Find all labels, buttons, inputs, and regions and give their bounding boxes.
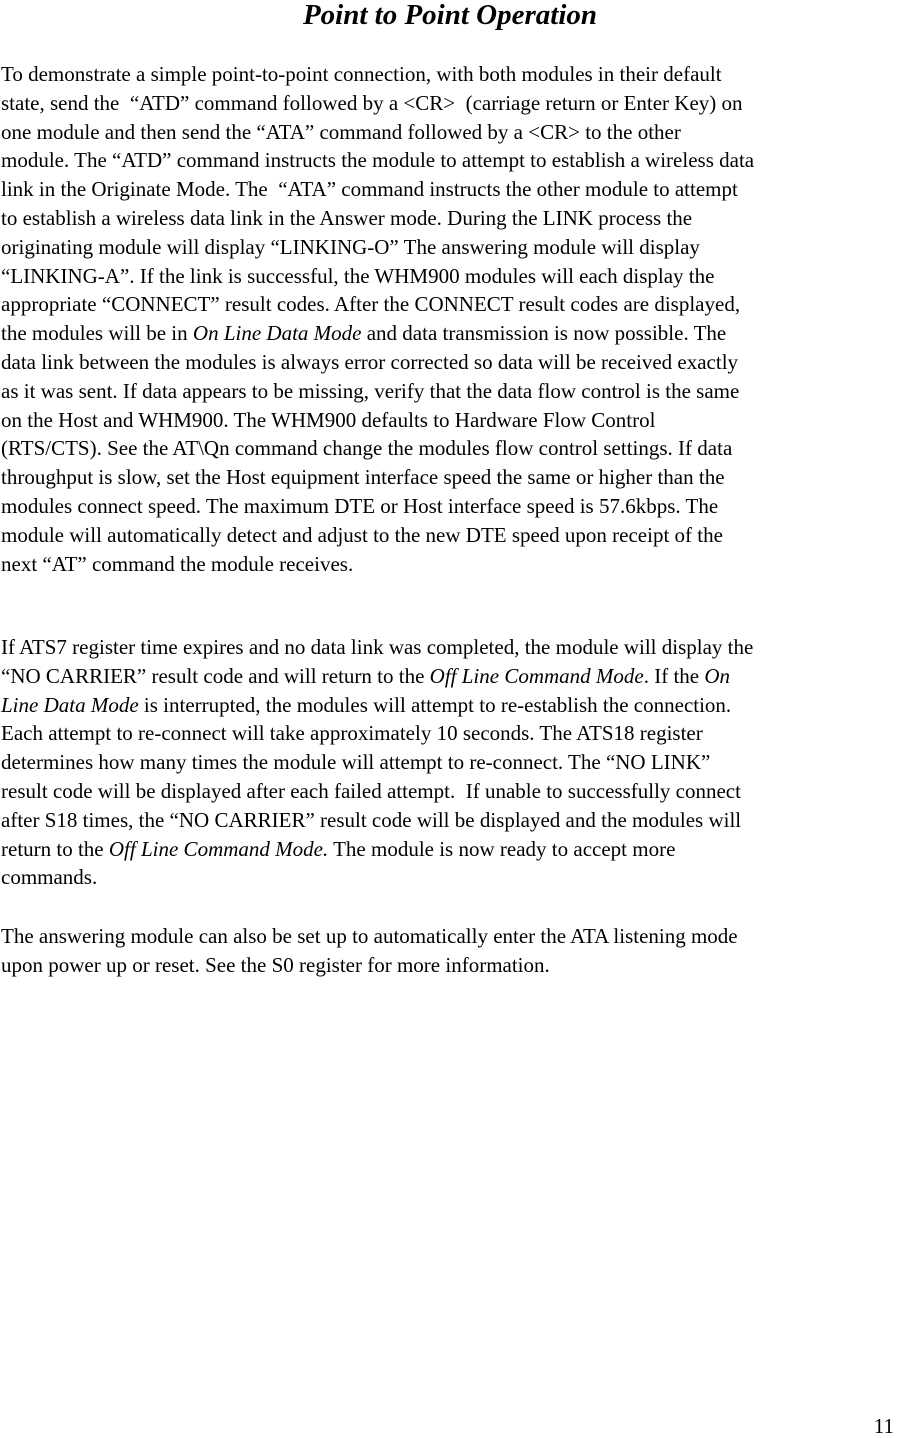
text-run: appropriate “CONNECT” result codes. After the CONNECT result codes are displayed, — [1, 292, 741, 317]
text-run: upon power up or reset. See the S0 register for more information. — [1, 952, 550, 977]
text-line — [1, 118, 900, 147]
text-line — [1, 492, 900, 521]
text-run: data link between the modules is always error corrected so data will be received exactly — [1, 349, 739, 374]
text-run: and data transmission is now possible. The — [361, 321, 727, 346]
paragraph-point-to-point-intro — [1, 60, 900, 578]
italic-term: Off Line Command Mode — [429, 663, 644, 688]
text-line — [1, 922, 900, 951]
text-line — [1, 521, 900, 550]
text-line — [1, 434, 900, 463]
text-run: (RTS/CTS). See the AT\Qn command change the modules flow control settings. If data — [1, 436, 733, 461]
text-run: to establish a wireless data link in the Answer mode. During the LINK process the — [1, 205, 693, 230]
italic-term: Off Line Command Mode. — [108, 836, 329, 861]
text-run: link in the Originate Mode. The “ATA” command instructs the other module to attempt — [1, 177, 738, 202]
text-line — [1, 146, 900, 175]
text-run: determines how many times the module will attempt to re-connect. The “NO LINK” — [1, 750, 711, 775]
text-run: throughput is slow, set the Host equipment interface speed the same or higher than the — [1, 465, 725, 490]
text-line — [1, 662, 900, 691]
text-line — [1, 691, 900, 720]
text-line — [1, 863, 900, 892]
text-line — [1, 319, 900, 348]
text-run: The module is now ready to accept more — [328, 836, 676, 861]
text-line — [1, 719, 900, 748]
text-run: module. The “ATD” command instructs the module to attempt to establish a wireless data — [1, 148, 755, 173]
italic-term: Line Data Mode — [1, 692, 139, 717]
text-line — [1, 262, 900, 291]
text-run: commands. — [1, 865, 98, 890]
text-run: module will automatically detect and adjust to the new DTE speed upon receipt of the — [1, 522, 723, 547]
text-run: To demonstrate a simple point-to-point connection, with both modules in their default — [1, 62, 722, 86]
text-line — [1, 835, 900, 864]
text-run: The answering module can also be set up to automatically enter the ATA listening mode — [1, 924, 738, 948]
italic-term: On — [704, 663, 731, 688]
text-run: as it was sent. If data appears to be missing, verify that the data flow control is the same — [1, 378, 740, 403]
text-run: state, send the “ATD” command followed by a <CR> (carriage return or Enter Key) on — [1, 90, 743, 115]
text-line — [1, 89, 900, 118]
page-number: 11 — [873, 1414, 894, 1438]
text-run: next “AT” command the module receives. — [1, 551, 354, 576]
text-run: Each attempt to re-connect will take approximately 10 seconds. The ATS18 register — [1, 721, 703, 746]
text-run: “NO CARRIER” result code and will return to the — [1, 663, 430, 688]
text-line — [1, 550, 900, 579]
text-line — [1, 951, 900, 980]
text-run: . If the — [643, 663, 705, 688]
text-line — [1, 233, 900, 262]
text-line — [1, 406, 900, 435]
text-run: on the Host and WHM900. The WHM900 defaults to Hardware Flow Control — [1, 407, 656, 432]
text-line — [1, 60, 900, 89]
text-run: If ATS7 register time expires and no data link was completed, the module will display the — [1, 635, 754, 659]
text-line — [1, 463, 900, 492]
text-line — [1, 204, 900, 233]
text-run: after S18 times, the “NO CARRIER” result code will be displayed and the modules will — [1, 807, 742, 832]
text-line — [1, 348, 900, 377]
text-run: the modules will be in — [1, 321, 193, 346]
page-title: Point to Point Operation — [302, 0, 598, 31]
text-line — [1, 377, 900, 406]
paragraph-answer-mode — [1, 922, 900, 980]
text-run: is interrupted, the modules will attempt to re-establish the connection. — [138, 692, 732, 717]
text-run: one module and then send the “ATA” command followed by a <CR> to the other — [1, 119, 681, 144]
paragraph-no-carrier — [1, 633, 900, 892]
text-line — [1, 175, 900, 204]
text-run: originating module will display “LINKING-O” The answering module will display — [1, 234, 700, 259]
text-line — [1, 633, 900, 662]
italic-term: On Line Data Mode — [192, 321, 362, 346]
text-line — [1, 777, 900, 806]
text-run: result code will be displayed after each failed attempt. If unable to successfully connect — [1, 778, 741, 803]
text-run: modules connect speed. The maximum DTE or Host interface speed is 57.6kbps. The — [1, 493, 719, 518]
text-line — [1, 748, 900, 777]
text-run: “LINKING-A”. If the link is successful, the WHM900 modules will each display the — [1, 263, 715, 288]
text-run: return to the — [1, 836, 109, 861]
text-line — [1, 290, 900, 319]
text-line — [1, 806, 900, 835]
